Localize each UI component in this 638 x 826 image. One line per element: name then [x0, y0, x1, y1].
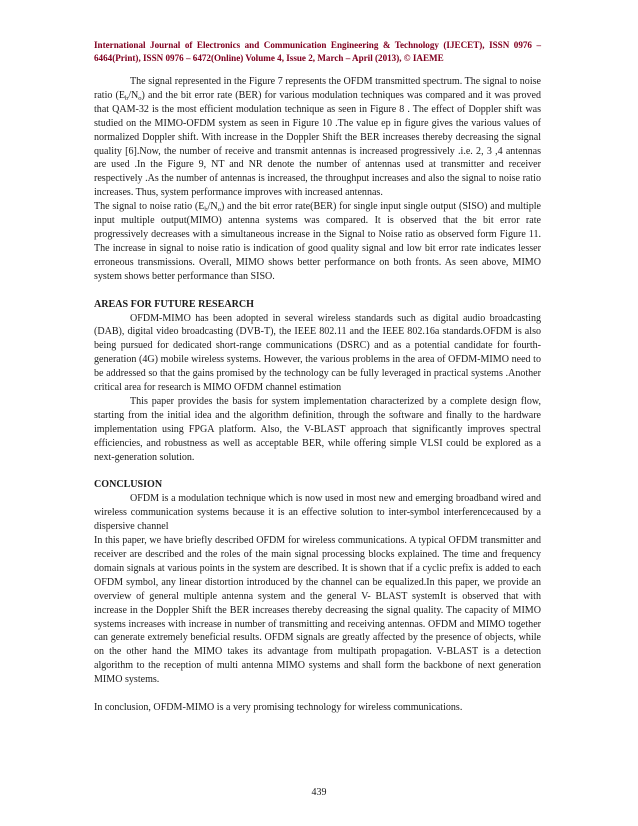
- journal-header: International Journal of Electronics and Communication Engineering & Technology (IJECET), ISSN 0976 – 6464(Print), ISSN 0976 – 6472(Online) Volume 4, Issue 2, March – April (2013), © IAEME: [94, 40, 541, 63]
- conclusion-paragraph-1: OFDM is a modulation technique which is now used in most new and emerging broadband wired and wireless communication systems because it is an effective solution to inter-symbol interferencecaused by a dispersive channel: [94, 493, 541, 533]
- conclusion-paragraph-3: In conclusion, OFDM-MIMO is a very promising technology for wireless communications.: [94, 702, 463, 714]
- subscript-o: o: [138, 94, 142, 102]
- document-body: [94, 75, 541, 715]
- subscript-b: b: [204, 206, 208, 214]
- section-heading-future-research: AREAS FOR FUTURE RESEARCH: [94, 298, 254, 310]
- future-paragraph-1: OFDM-MIMO has been adopted in several wireless standards such as digital audio broadcasting (DAB), digital video broadcasting (DVB-T), the IEEE 802.11 and the IEEE 802.16a standards.OFDM is also being pursued for dedicated short-range communications (DSRC) and as a potential candidate for fourth-generation (4G) mobile wireless systems. However, the various problems in the area of OFDM-MIMO need to be addressed so that the gains promised by the technology can be fully leveraged in practical systems .Another critical area for research is MIMO OFDM channel estimation: [94, 312, 541, 394]
- results-paragraph-2: The signal to noise ratio $(E_b/N_o)$ and the bit error rate(BER) for single input single output (SISO) and multiple input multiple output(MIMO) antenna systems was compared. It is observed that the bit error rate progressively decreases with a simultaneous increase in the Signal to Noise ratio as observed form Figure 11. The increase in signal to noise ratio is indication of good quality signal and low bit error rate indicates lesser erroneous transmissions. Overall, MIMO shows better performance on both fronts. As seen above, MIMO system shows better performance than SISO.: [94, 201, 541, 282]
- section-heading-conclusion: CONCLUSION: [94, 479, 163, 491]
- results-paragraph-1: The signal represented in the Figure 7 represents the OFDM transmitted spectrum. The signal to noise ratio $(E_b/N_o)$ and the bit error rate (BER) for various modulation techniques was compared and it was proved that QAM-32 is the most efficient modulation technique as seen in Figure 8 . The effect of Doppler shift was studied on the MIMO-OFDM system as seen in Figure 10 .The value ep in figure gives the various values of normalized Doppler shift. With increase in the Doppler Shift the BER increases thereby decreasing the signal quality [6].Now, the number of receive and transmit antennas is increased progressively .i.e. 2, 3 ,4 antennas are used .In the Figure 9, NT and NR denote the number of antennas used at transmitter and receiver respectively .As the number of antennas is increased, the throughput increases and also the signal to noise ratio increases. Thus, system performance improves with increased antennas.: [94, 76, 542, 199]
- subscript-b: b: [124, 94, 129, 102]
- page-number: 439: [311, 787, 327, 798]
- subscript-o: o: [217, 206, 221, 214]
- conclusion-paragraph-2: In this paper, we have briefly described OFDM for wireless communications. A typical OFDM transmitter and receiver are described and the roles of the main signal processing blocks explained. The time and frequency domain signals at various points in the system are described. It is shown that if a cyclic prefix is added to each OFDM symbol, any linear distortion introduced by the channel can be equalized.In this paper, we provide an overview of general multiple antenna system and the general V- BLAST systemIt is observed that with increase in the Doppler Shift the BER increases thereby decreasing the signal quality. The capacity of MIMO systems increases with increase in number of transmitting and receiving antennas. OFDM and MIMO together can generate extremely beneficial results. OFDM signals are greatly affected by the presence of objects, while on the other hand the MIMO takes its advantage from multipath propagation. V-BLAST is a detection algorithm to the reception of multi antenna MIMO systems and shall form the backbone of next generation MIMO systems.: [94, 535, 541, 686]
- future-paragraph-2: This paper provides the basis for system implementation characterized by a complete design flow, starting from the initial idea and the algorithm definition, through the software and finally to the hardware implementation using FPGA platform. Also, the V-BLAST approach that significantly improves spectral efficiencies, and robustness as well as acceptable BER, while offering simple VLSI could be explored as a next-generation solution.: [94, 395, 541, 463]
